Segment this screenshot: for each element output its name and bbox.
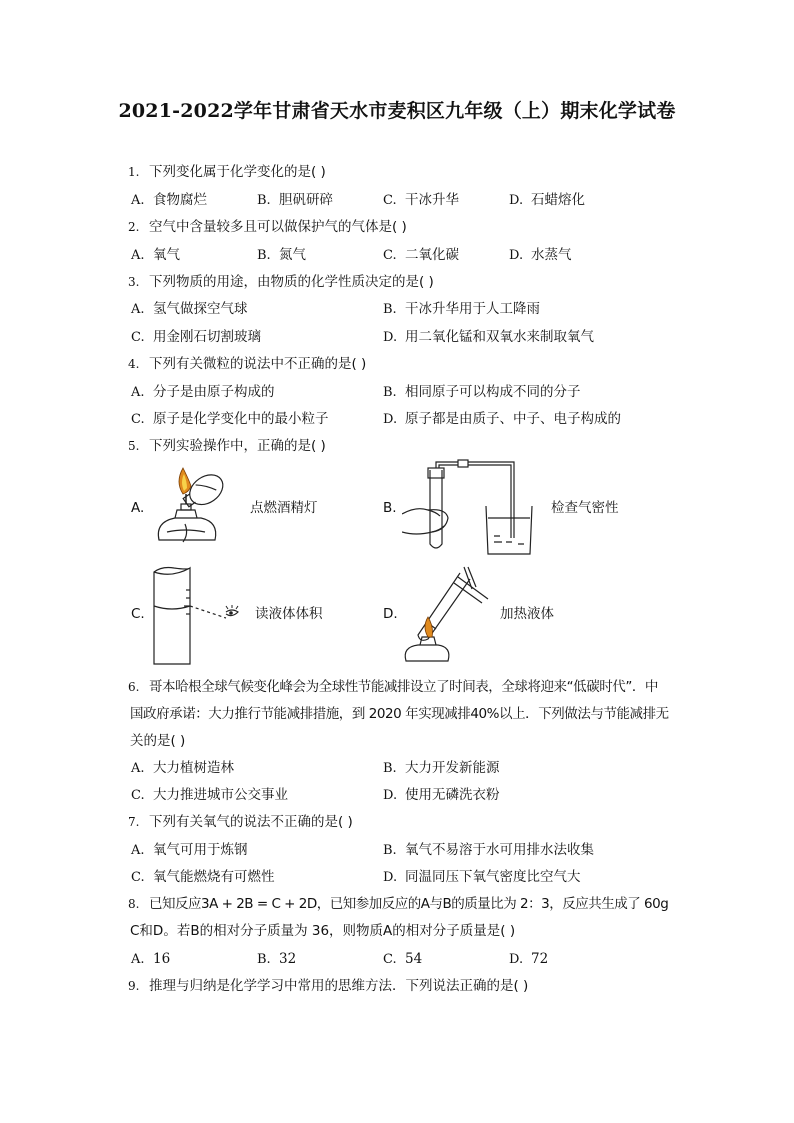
option-a-text: 点燃酒精灯	[250, 500, 318, 516]
option-a: A. 16	[131, 951, 171, 967]
question-number: 5.	[128, 439, 140, 453]
airtightness-check-figure	[402, 458, 542, 558]
option-d: D. 同温同压下氧气密度比空气大	[383, 869, 581, 885]
option-c: C. 干冰升华	[383, 192, 459, 208]
option-a: A. 氧气	[131, 247, 180, 263]
option-b: B. 氮气	[257, 247, 306, 263]
question-stem: 下列有关微粒的说法中不正确的是( )	[149, 356, 367, 372]
option-a: A. 氧气可用于炼钢	[131, 842, 248, 858]
option-a: A. 食物腐烂	[131, 192, 207, 208]
option-c: C. 原子是化学变化中的最小粒子	[131, 411, 329, 427]
question-number: 6.	[128, 680, 140, 694]
question-stem: 推理与归纳是化学学习中常用的思维方法．下列说法正确的是( )	[149, 978, 529, 994]
option-c: C. 二氧化碳	[383, 247, 459, 263]
option-d: D. 用二氧化锰和双氧水来制取氧气	[383, 329, 594, 345]
option-c: C. 用金刚石切割玻璃	[131, 329, 261, 345]
question-stem: 下列物质的用途，由物质的化学性质决定的是( )	[149, 274, 434, 290]
option-a-label: A.	[131, 500, 145, 516]
question-stem-line-2: 国政府承诺：大力推行节能减排措施，到 2020 年实现减排40%以上．下列做法与节能减排无	[130, 706, 669, 722]
question-stem-line-2: C和D。若B的相对分子质量为 36，则物质A的相对分子质量是( )	[130, 923, 516, 939]
option-c-label: C.	[131, 606, 145, 622]
reading-volume-figure	[150, 564, 250, 666]
option-b-label: B.	[383, 500, 397, 516]
option-b: B. 大力开发新能源	[383, 760, 500, 776]
option-c-text: 读液体体积	[255, 606, 323, 622]
question-stem-line-1: 已知反应3A + 2B = C + 2D，已知参加反应的A与B的质量比为 2：3，反应共生成了 60g	[149, 896, 669, 912]
option-d: D. 72	[509, 951, 549, 967]
option-a: A. 分子是由原子构成的	[131, 384, 275, 400]
heating-liquid-figure	[398, 565, 498, 665]
option-b: B. 胆矾研碎	[257, 192, 333, 208]
question-number: 3.	[128, 275, 140, 289]
question-stem: 下列实验操作中，正确的是( )	[149, 438, 326, 454]
question-stem-line-1: 哥本哈根全球气候变化峰会为全球性节能减排设立了时间表，全球将迎来“低碳时代”．中	[149, 679, 658, 695]
question-stem-line-3: 关的是( )	[130, 733, 186, 749]
option-d: D. 使用无磷洗衣粉	[383, 787, 500, 803]
option-b: B. 氧气不易溶于水可用排水法收集	[383, 842, 594, 858]
question-stem: 下列有关氧气的说法不正确的是( )	[149, 814, 353, 830]
question-stem: 下列变化属于化学变化的是( )	[149, 164, 326, 180]
question-number: 1.	[128, 165, 140, 179]
lighting-alcohol-lamp-figure	[145, 462, 240, 557]
option-c: C. 54	[383, 951, 423, 967]
option-c: C. 大力推进城市公交事业	[131, 787, 288, 803]
option-d: D. 水蒸气	[509, 247, 572, 263]
option-b: B. 干冰升华用于人工降雨	[383, 301, 540, 317]
option-c: C. 氧气能燃烧有可燃性	[131, 869, 275, 885]
option-a: A. 大力植树造林	[131, 760, 234, 776]
question-stem: 空气中含量较多且可以做保护气的气体是( )	[149, 219, 407, 235]
question-number: 4.	[128, 357, 140, 371]
option-a: A. 氢气做探空气球	[131, 301, 248, 317]
option-b: B. 32	[257, 951, 297, 967]
option-b-text: 检查气密性	[551, 500, 619, 516]
page-title: 2021-2022学年甘肃省天水市麦积区九年级（上）期末化学试卷	[118, 100, 676, 122]
option-d: D. 原子都是由质子、中子、电子构成的	[383, 411, 621, 427]
option-d: D. 石蜡熔化	[509, 192, 585, 208]
option-d-text: 加热液体	[500, 606, 554, 622]
question-number: 2.	[128, 220, 140, 234]
question-number: 9.	[128, 979, 140, 993]
question-number: 7.	[128, 815, 140, 829]
option-b: B. 相同原子可以构成不同的分子	[383, 384, 581, 400]
question-number: 8.	[128, 897, 140, 911]
option-d-label: D.	[383, 606, 398, 622]
